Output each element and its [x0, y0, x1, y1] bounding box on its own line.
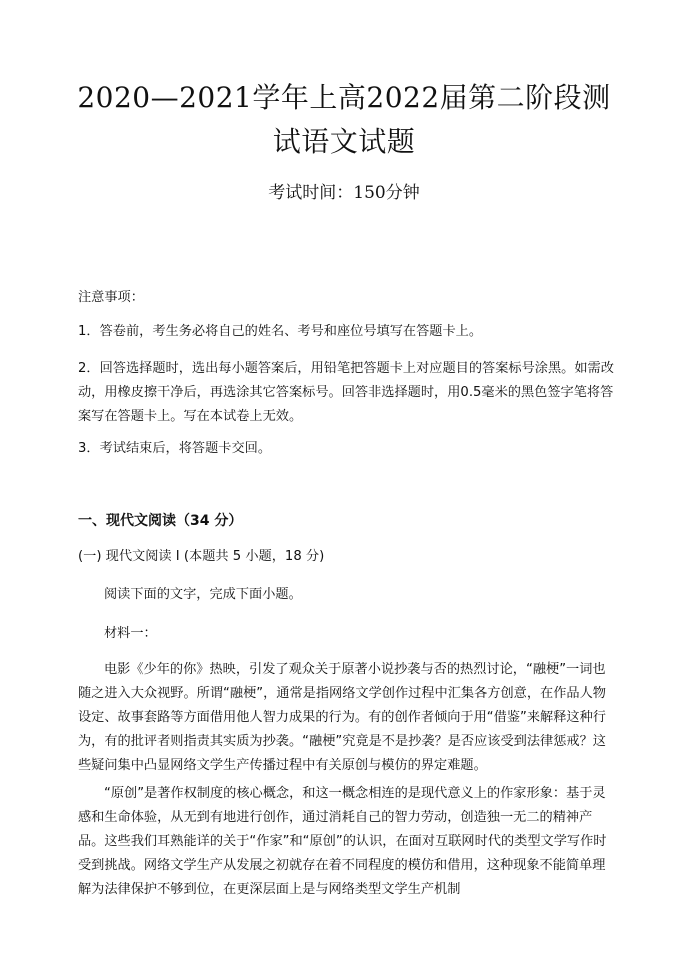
notes-heading: 注意事项： — [78, 290, 144, 305]
subsection-title: (一) 现代文阅读 I (本题共 5 小题，18 分) — [78, 549, 325, 564]
reading-instruction: 阅读下面的文字，完成下面小题。 — [104, 587, 302, 602]
material-label: 材料一： — [104, 626, 157, 641]
exam-time: 考试时间：150分钟 — [268, 183, 420, 203]
exam-title-line2: 试语文试题 — [272, 125, 416, 158]
material-paragraph-1: 电影《少年的你》热映，引发了观众关于原著小说抄袭与否的热烈讨论，“融梗”一词也随之进入大众视野。所谓“融梗”，通常是指网络文学创作过程中汇集各方创意，在作品人物设定、故事套路等方面借用他人智力成果的行为。有的创作者倾向于用“借鉴”来解释这种行为，有的批评者则指责其实质为抄袭。“融梗”究竟是不是抄袭？是否应该受到法律惩戒？这些疑问集中凸显网络文学生产传播过程中有关原创与模仿的界定难题。 — [78, 662, 606, 773]
note-item-2: 2．回答选择题时，选出每小题答案后，用铅笔把答题卡上对应题目的答案标号涂黑。如需改动，用橡皮擦干净后，再选涂其它答案标号。回答非选择题时，用0.5毫米的黑色签字笔将答案写在答题卡上。写在本试卷上无效。 — [78, 361, 614, 424]
material-paragraph-2: “原创”是著作权制度的核心概念，和这一概念相连的是现代意义上的作家形象：基于灵感和生命体验，从无到有地进行创作，通过消耗自己的智力劳动，创造独一无二的精神产品。这些我们耳熟能详的关于“作家”和“原创”的认识，在面对互联网时代的类型文学写作时受到挑战。网络文学生产从发展之初就存在着不同程度的模仿和借用，这种现象不能简单理解为法律保护不够到位，在更深层面上是与网络类型文学生产机制 — [78, 786, 607, 897]
section-title: 一、现代文阅读（34 分） — [78, 513, 243, 529]
note-item-3: 3．考试结束后，将答题卡交回。 — [78, 441, 272, 456]
note-item-1: 1．答卷前，考生务必将自己的姓名、考号和座位号填写在答题卡上。 — [78, 324, 483, 339]
exam-title-line1: 2020—2021学年上高2022届第二阶段测 — [77, 81, 611, 114]
